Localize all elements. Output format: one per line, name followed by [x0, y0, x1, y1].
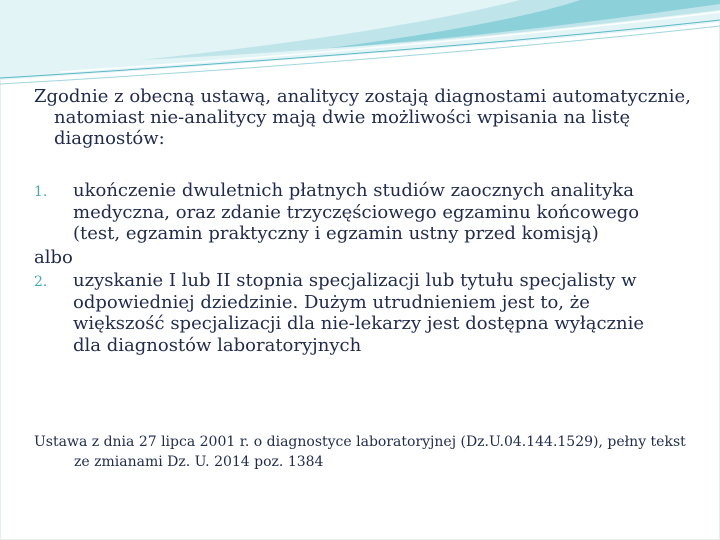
- list-number-1: 1.: [34, 184, 48, 200]
- header-wave-decoration: [0, 0, 720, 90]
- list-item-2: [34, 270, 674, 356]
- list-item-1: [34, 180, 674, 245]
- intro-paragraph: Zgodnie z obecną ustawą, analitycy zostają diagnostami automatycznie, natomiast nie-analitycy mają dwie możliwości wpisania na listę diagnostów:: [34, 86, 691, 149]
- separator-albo: albo: [34, 246, 73, 268]
- options-list: [34, 180, 674, 356]
- list-item-2-text: uzyskanie I lub II stopnia specjalizacji lub tytułu specjalisty w odpowiedniej dziedzinie. Dużym utrudnieniem jest to, że większość specjalizacji dla nie-lekarzy jest dostępna wyłącznie dla diagnostów laboratoryjnych: [73, 270, 645, 356]
- footnote-legal-reference: Ustawa z dnia 27 lipca 2001 r. o diagnostyce laboratoryjnej (Dz.U.04.144.1529), pełny tekst ze zmianami Dz. U. 2014 poz. 1384: [34, 434, 686, 470]
- list-number-2: 2.: [34, 274, 48, 290]
- list-item-1-text: ukończenie dwuletnich płatnych studiów zaocznych analityka medyczna, oraz zdanie trzyczęściowego egzaminu końcowego (test, egzamin praktyczny i egzamin ustny przed komisją): [73, 180, 640, 244]
